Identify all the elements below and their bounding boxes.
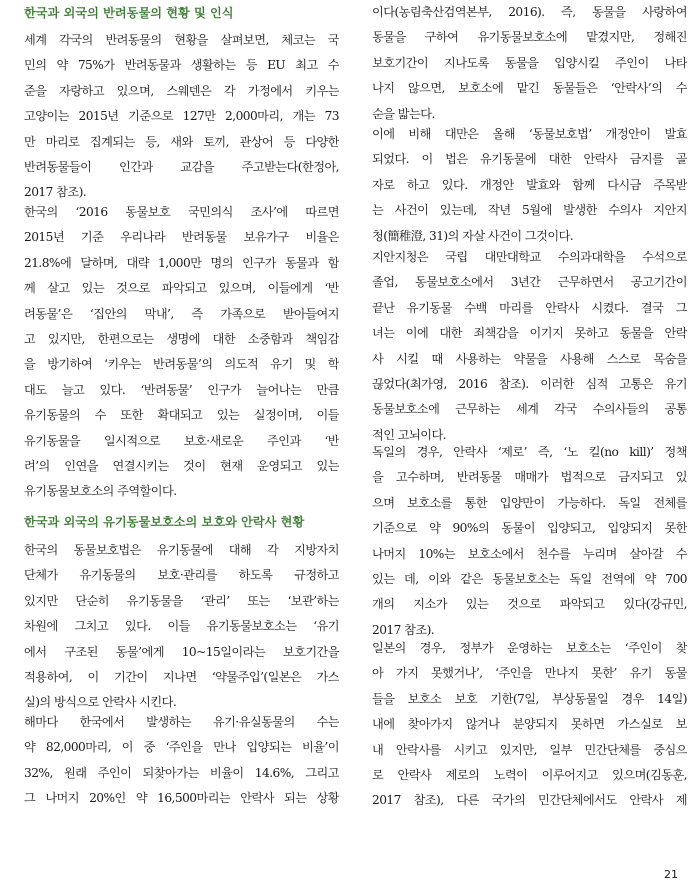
- text-line: 동물보호소에 근무하는 세계 각국 수의사들의 공통: [372, 402, 687, 417]
- text-line: 이에 비해 대만은 올해 ‘동물보호법’ 개정안이 발효: [372, 127, 687, 141]
- text-line: 이다(농림축산검역본부, 2016). 즉, 동물을 사랑하여: [372, 5, 687, 19]
- text-line: 32%, 원래 주인이 되찾아가는 비율이 14.6%, 그리고: [24, 765, 339, 780]
- text-line: 세계 각국의 반려동물의 현황을 살펴보면, 체코는 국: [24, 33, 339, 47]
- text-line: 대도 늘고 있다. ‘반려동물’ 인구가 늘어나는 만큼: [24, 382, 339, 397]
- text-line: 는 사건이 있는데, 작년 5월에 발생한 수의사 지안지: [372, 203, 687, 218]
- text-line: 을 고수하며, 반려동물 매매가 법적으로 금지되고 있: [372, 470, 687, 485]
- text-line: 려’의 인연을 연결시키는 것이 현재 운영되고 있는: [24, 458, 339, 473]
- paragraph-korea-euthanasia: [372, 0, 687, 127]
- text-line: 적용하여, 이 기간이 지나면 ‘약물주입’(일본은 가스: [24, 669, 339, 684]
- paragraph-world-pets: [24, 28, 339, 206]
- text-line: 2017 참조).: [372, 622, 435, 637]
- paragraph-japan: [372, 636, 687, 814]
- text-line: 유기동물을 일시적으로 보호·새로운 주인과 ‘반: [24, 433, 339, 448]
- paragraph-taiwan-law: [372, 122, 687, 249]
- text-line: 단체가 유기동물의 보호·관리를 하도록 규정하고: [24, 568, 339, 583]
- text-line: 고 있지만, 한편으로는 생명에 대한 소중함과 책임감: [24, 331, 339, 346]
- text-line: 약 82,000마리, 이 중 ‘주인을 만나 입양되는 비율’이: [24, 740, 339, 755]
- text-line: 21.8%에 달하며, 대략 1,000만 명의 인구가 동물과 함: [24, 255, 339, 270]
- text-line: 려동물’은 ‘집안의 막내’, 즉 가족으로 받아들여지: [24, 306, 339, 321]
- text-line: 2015년 기준 우리나라 반려동물 보유가구 비율은: [24, 230, 339, 245]
- text-line: 기준으로 약 90%의 동물이 입양되고, 입양되지 못한: [372, 521, 687, 536]
- text-line: 나머지 10%는 보호소에서 천수를 누리며 살아갈 수: [372, 546, 687, 561]
- text-line: 실)의 방식으로 안락사 시킨다.: [24, 695, 177, 710]
- text-line: 동물을 구하여 유기동물보호소에 맡겼지만, 정해진: [372, 30, 687, 45]
- text-line: 해마다 한국에서 발생하는 유기·유실동물의 수는: [24, 715, 339, 729]
- text-line: 한국의 동물보호법은 유기동물에 대해 각 지방자치: [24, 543, 339, 557]
- text-line: 차원에 그치고 있다. 이들 유기동물보호소는 ‘유기: [24, 619, 339, 634]
- text-line: 반려동물들이 인간과 교감을 주고받는다(한정아,: [24, 159, 339, 174]
- text-line: 내에 찾아가지 않거나 분양되지 못하면 가스실로 보: [372, 717, 687, 732]
- text-line: 에서 구조된 동물’에게 10~15일이라는 보호기간을: [24, 644, 339, 659]
- text-line: 개의 지소가 있는 것으로 파악되고 있다(강규민,: [372, 597, 687, 612]
- text-line: 준을 자랑하고 있으며, 스웨덴은 각 가정에서 키우는: [24, 83, 339, 98]
- text-line: 자로 하고 있다. 개정안 발효와 함께 다시금 주목받: [372, 177, 687, 192]
- paragraph-taiwan-vet: [372, 245, 687, 448]
- text-line: 되었다. 이 법은 유기동물에 대한 안락사 금지를 골: [372, 152, 687, 167]
- text-line: 있지만 단순히 유기동물을 ‘관리’ 또는 ‘보관’하는: [24, 593, 339, 608]
- text-line: 녀는 이에 대한 죄책감을 이기지 못하고 동물을 안락: [372, 326, 687, 341]
- text-line: 독일의 경우, 안락사 ‘제로’ 즉, ‘노 킬(no kill)’ 정책: [372, 445, 687, 459]
- text-line: 들을 보호소 보호 기한(7일, 부상동물일 경우 14일): [372, 691, 687, 706]
- paragraph-korea-law: [24, 538, 339, 716]
- text-line: 만 마리로 집계되는 등, 새와 토끼, 관상어 등 다양한: [24, 134, 339, 149]
- text-line: 보호기간이 지나도록 동물을 입양시킬 주인이 나타: [372, 55, 687, 70]
- text-line: 께 살고 있는 것으로 파악되고 있으며, 이들에게 ‘반: [24, 281, 339, 296]
- section-heading-pet-status: 한국과 외국의 반려동물의 현황 및 인식: [24, 6, 234, 20]
- text-line: 나지 않으면, 보호소에 맡긴 동물들은 ‘안락사’의 수: [372, 81, 687, 96]
- text-line: 적인 고뇌이다.: [372, 427, 446, 442]
- text-line: 있는 데, 이와 같은 동물보호소는 독일 전역에 약 700: [372, 571, 687, 586]
- text-line: 졸업, 동물보호소에서 3년간 근무하면서 공고기간이: [372, 275, 687, 290]
- text-line: 사 시킬 때 사용하는 약물을 사용해 스스로 목숨을: [372, 351, 687, 366]
- text-line: 으며 보호소를 통한 입양만이 가능하다. 독일 전체를: [372, 495, 687, 510]
- text-line: 내 안락사를 시키고 있지만, 일부 민간단체를 중심으: [372, 742, 687, 757]
- text-line: 유기동물보호소의 주역할이다.: [24, 484, 177, 499]
- text-line: 을 방기하여 ‘키우는 반려동물’의 의도적 유기 및 학: [24, 357, 339, 372]
- text-line: 2017 참조), 다른 국가의 민간단체에서도 안락사 제: [372, 793, 687, 808]
- text-line: 유기동물의 수 또한 확대되고 있는 실정이며, 이들: [24, 408, 339, 423]
- text-line: 민의 약 75%가 반려동물과 생활하는 등 EU 최고 수: [24, 58, 339, 73]
- page-number: 21: [664, 868, 678, 881]
- paragraph-korea-stats: [24, 710, 339, 812]
- text-line: 일본의 경우, 정부가 운영하는 보호소는 ‘주인이 찾: [372, 641, 687, 655]
- text-line: 청(簡稚澄, 31)의 자살 사건이 그것이다.: [372, 228, 574, 243]
- text-line: 그 나머지 20%인 약 16,500마리는 안락사 되는 상황: [24, 791, 339, 806]
- text-line: 로 안락사 제로의 노력이 이루어지고 있으며(김동훈,: [372, 767, 687, 782]
- text-line: 지안지청은 국립 대만대학교 수의과대학을 수석으로: [372, 250, 687, 264]
- paragraph-korea-survey: [24, 200, 339, 505]
- text-line: 끊었다(최가영, 2016 참조). 이러한 심적 고통은 유기: [372, 376, 687, 391]
- text-line: 2017 참조).: [24, 185, 87, 200]
- text-line: 한국의 ‘2016 동물보호 국민의식 조사’에 따르면: [24, 205, 339, 219]
- text-line: 고양이는 2015년 기준으로 127만 2,000마리, 개는 73: [24, 109, 339, 124]
- text-line: 끝난 유기동물 수백 마리를 안락사 시켰다. 결국 그: [372, 300, 687, 315]
- text-line: 아 가지 못했거나’, ‘주인을 만나지 못한’ 유기 동물: [372, 666, 687, 681]
- text-line: 순을 밟는다.: [372, 106, 435, 121]
- paragraph-germany: [372, 440, 687, 643]
- section-heading-shelter-euthanasia: 한국과 외국의 유기동물보호소의 보호와 안락사 현황: [24, 515, 305, 529]
